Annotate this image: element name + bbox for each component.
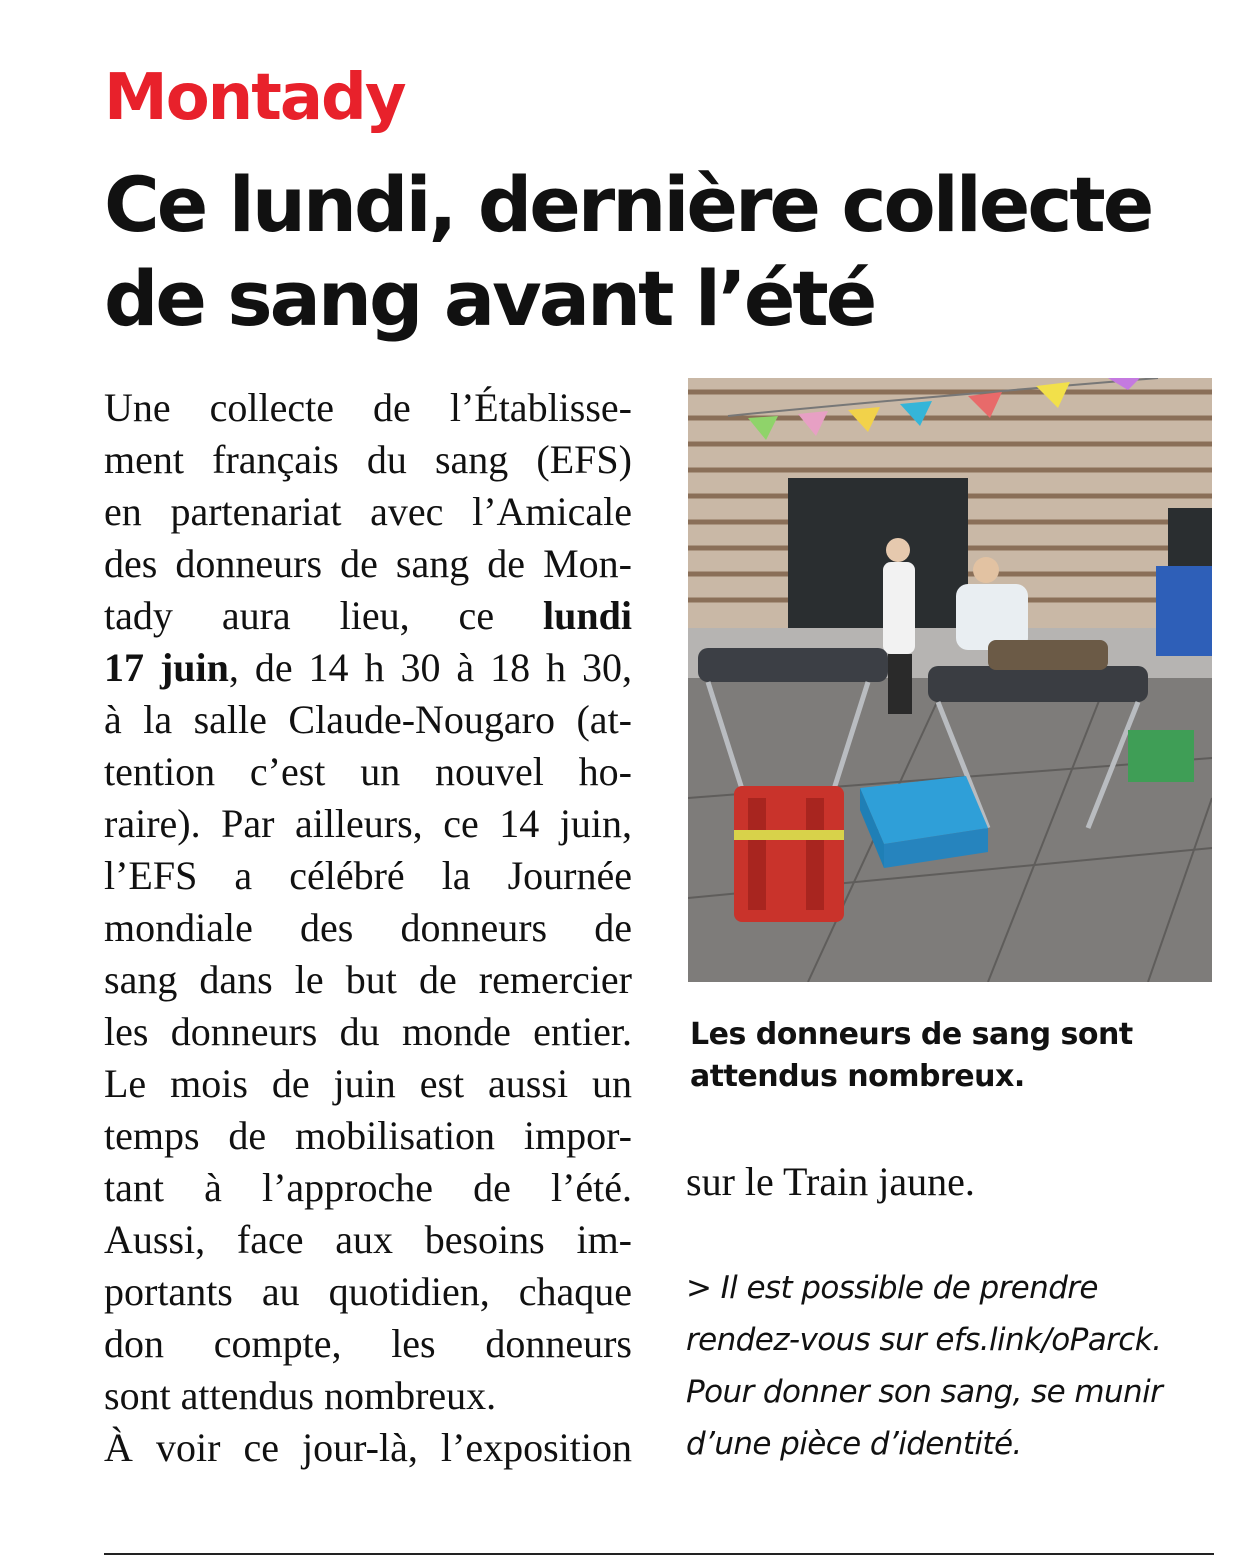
info-line: rendez-vous sur efs.link/oParck. [686,1322,1162,1358]
photo-caption [690,1014,1212,1098]
article-body [104,382,632,1474]
body-line: portants au quotidien, chaque [104,1269,632,1314]
photo-red-bag [734,786,844,922]
body-bold-day: lundi [543,593,632,638]
bottom-rule [104,1553,1214,1555]
photo-blue-shelves [1156,566,1212,656]
headline-line: Ce lundi, dernière collecte [104,160,1152,249]
body-line: don compte, les donneurs [104,1321,632,1366]
body-line: les donneurs du monde entier. [104,1009,632,1054]
body-line: sont attendus nombreux. [104,1373,497,1418]
info-line: > Il est possible de prendre [686,1270,1098,1306]
article-photo [688,378,1212,982]
caption-line: attendus nombreux. [690,1059,1025,1094]
photo-doorway [788,478,968,628]
body-line: raire). Par ailleurs, ce 14 juin, [104,801,632,846]
body-line: tention c’est un nouvel ho- [104,749,632,794]
body-line: À voir ce jour-là, l’exposition [104,1425,632,1470]
photo-blue-crate [860,776,988,868]
body-line: tant à l’approche de l’été. [104,1165,632,1210]
body-line: temps de mobilisation impor- [104,1113,632,1158]
info-line: Pour donner son sang, se munir [686,1374,1163,1410]
body-fragment: tady aura lieu, ce [104,593,544,638]
body-line: Une collecte de l’Établisse- [104,385,632,430]
article-headline [104,158,1214,346]
body-line: ment français du sang (EFS) [104,437,632,482]
photo-green-box [1128,730,1194,782]
body-line: mondiale des donneurs de [104,905,632,950]
body-line [104,642,632,694]
headline-line: de sang avant l’été [104,254,875,343]
info-line: d’une pièce d’identité. [686,1426,1022,1462]
body-continuation: sur le Train jaune. [686,1159,975,1204]
body-line: Aussi, face aux besoins im- [104,1217,632,1262]
body-line: à la salle Claude-Nougaro (at- [104,697,632,742]
body-line: Le mois de juin est aussi un [104,1061,632,1106]
body-line: des donneurs de sang de Mon- [104,541,632,586]
body-fragment: , de 14 h 30 à 18 h 30, [228,645,632,690]
section-kicker: Montady [104,61,405,135]
body-line: en partenariat avec l’Amicale [104,489,632,534]
body-bold-date: 17 juin [104,645,229,690]
body-line: l’EFS a célébré la Journée [104,853,632,898]
body-line [104,590,632,642]
body-line: sang dans le but de remercier [104,957,632,1002]
caption-line: Les donneurs de sang sont [690,1017,1133,1052]
practical-info [686,1262,1212,1470]
blood-donation-photo [688,378,1212,982]
body-paragraph [104,382,632,1474]
